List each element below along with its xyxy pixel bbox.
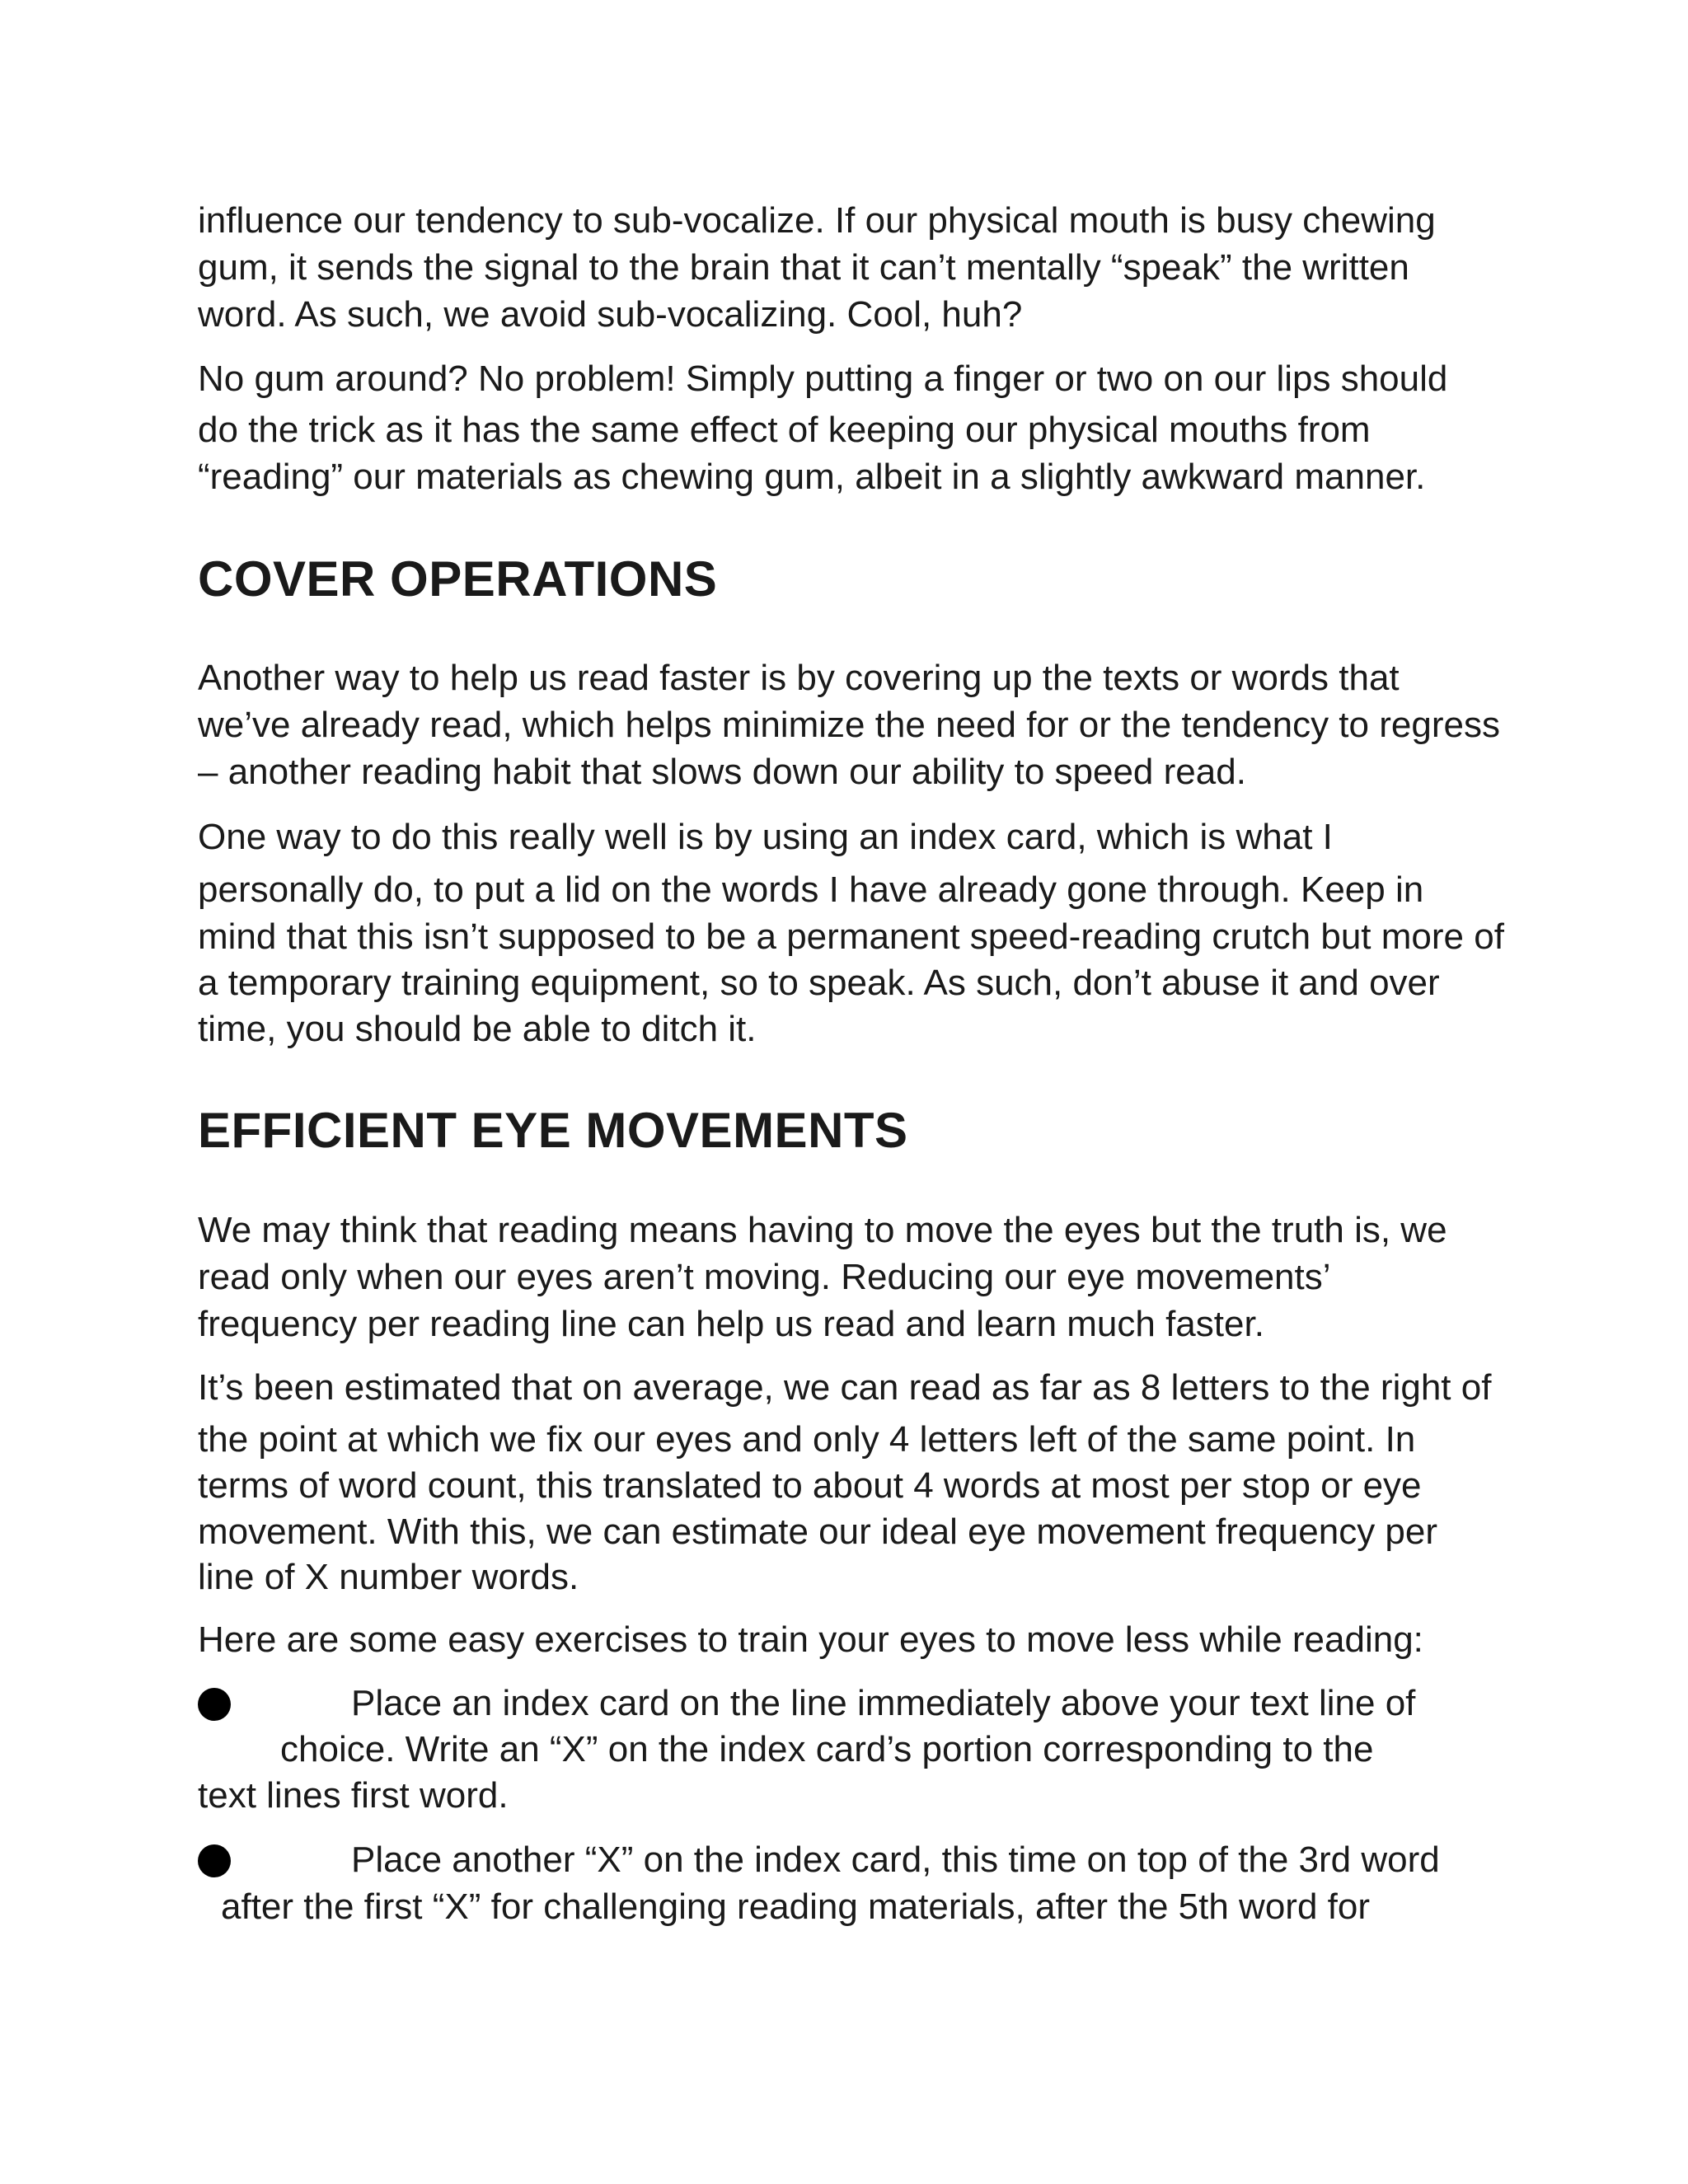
bullet2-line-2: after the first “X” for challenging reading materials, after the 5th word for — [221, 1886, 1370, 1927]
para4-line-1: One way to do this really well is by using an index card, which is what I — [198, 817, 1333, 857]
bullet-dot-icon — [198, 1844, 231, 1877]
bullet-dot-icon — [198, 1688, 231, 1721]
para3-line-1: Another way to help us read faster is by covering up the texts or words that — [198, 658, 1400, 698]
para1-line-3: word. As such, we avoid sub-vocalizing. Cool, huh? — [198, 294, 1023, 335]
para4-line-2: personally do, to put a lid on the words I have already gone through. Keep in — [198, 869, 1424, 910]
para3-line-3: – another reading habit that slows down our ability to speed read. — [198, 752, 1246, 792]
bullet2-line-1: Place another “X” on the index card, this time on top of the 3rd word — [351, 1840, 1440, 1880]
para3-line-2: we’ve already read, which helps minimize the need for or the tendency to regress — [198, 705, 1500, 745]
para1-line-2: gum, it sends the signal to the brain that it can’t mentally “speak” the written — [198, 247, 1409, 288]
para5-line-2: read only when our eyes aren’t moving. Reducing our eye movements’ — [198, 1257, 1331, 1297]
section-heading-cover-operations: COVER OPERATIONS — [198, 551, 718, 607]
para4-line-5: time, you should be able to ditch it. — [198, 1009, 757, 1049]
para6-line-4: movement. With this, we can estimate our ideal eye movement frequency per — [198, 1511, 1438, 1552]
para6-line-5: line of X number words. — [198, 1557, 579, 1597]
para4-line-3: mind that this isn’t supposed to be a permanent speed-reading crutch but more of — [198, 916, 1504, 957]
para1-line-1: influence our tendency to sub-vocalize. If our physical mouth is busy chewing — [198, 200, 1436, 241]
bullet1-line-1: Place an index card on the line immediately above your text line of — [351, 1683, 1416, 1723]
bullet1-line-3: text lines first word. — [198, 1775, 509, 1816]
para6-line-2: the point at which we fix our eyes and only 4 letters left of the same point. In — [198, 1419, 1416, 1460]
para6-line-1: It’s been estimated that on average, we can read as far as 8 letters to the right of — [198, 1367, 1492, 1408]
para5-line-1: We may think that reading means having to move the eyes but the truth is, we — [198, 1210, 1447, 1250]
para2-line-1: No gum around? No problem! Simply putting a finger or two on our lips should — [198, 359, 1448, 399]
para4-line-4: a temporary training equipment, so to speak. As such, don’t abuse it and over — [198, 963, 1440, 1003]
para2-line-2: do the trick as it has the same effect of keeping our physical mouths from — [198, 410, 1371, 450]
bullet1-line-2: choice. Write an “X” on the index card’s portion corresponding to the — [280, 1729, 1374, 1769]
para5-line-3: frequency per reading line can help us read and learn much faster. — [198, 1304, 1264, 1344]
para2-line-3: “reading” our materials as chewing gum, albeit in a slightly awkward manner. — [198, 457, 1426, 497]
para6-line-3: terms of word count, this translated to about 4 words at most per stop or eye — [198, 1465, 1422, 1506]
section-heading-efficient-eye-movements: EFFICIENT EYE MOVEMENTS — [198, 1103, 908, 1158]
para7-line-1: Here are some easy exercises to train your eyes to move less while reading: — [198, 1619, 1423, 1660]
